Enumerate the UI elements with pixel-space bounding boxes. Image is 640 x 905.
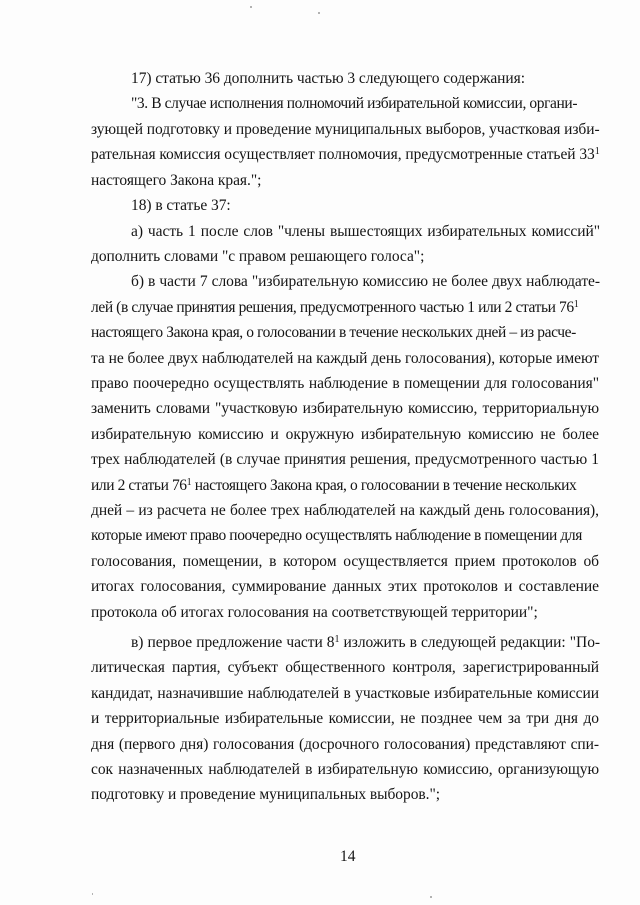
line-text: лей (в случае принятия решения, предусмотренного частью 1 или 2 статьи 76 [91, 299, 574, 316]
superscript: 1 [573, 299, 579, 310]
text-line [91, 604, 538, 622]
line-text: зующей подготовку и проведение муниципальных выборов, участковая изби- [91, 121, 600, 138]
text-line [91, 248, 424, 266]
line-text: сок назначенных наблюдателей в избирательную комиссию, организующую [91, 761, 599, 778]
text-line [91, 659, 599, 677]
text-line [91, 426, 599, 444]
text-line [91, 685, 599, 703]
text-line [91, 324, 576, 342]
text-line [91, 400, 599, 418]
line-text: дней – из расчета не более трех наблюдателей на каждый день голосования), [91, 502, 599, 519]
text-line [91, 121, 600, 139]
superscript: 1 [186, 477, 192, 488]
line-text: б) в части 7 слова "избирательную комиссию не более двух наблюдате- [131, 273, 600, 290]
text-line [91, 502, 599, 520]
line-text: 18) в статье 37: [131, 197, 231, 214]
line-text: 17) статью 36 дополнить частью 3 следующего содержания: [131, 70, 526, 87]
text-line [91, 786, 440, 804]
line-text: подготовку и проведение муниципальных выборов."; [91, 786, 441, 803]
line-text-continued: настоящего Закона края, о голосовании в течение нескольких [191, 477, 577, 494]
text-line [91, 172, 261, 190]
text-line [91, 553, 599, 571]
text-line [131, 70, 525, 88]
line-text: а) часть 1 после слов "члены вышестоящих избирательных комиссий" [131, 223, 600, 240]
text-line [91, 375, 599, 393]
line-text-continued: изложить в следующей редакции: "По- [339, 634, 601, 651]
text-line [91, 477, 576, 495]
text-line [91, 578, 599, 596]
line-text: и территориальные избирательные комиссии, не позднее чем за три дня до [91, 710, 599, 727]
line-text: заменить словами "участковую избирательную комиссию, территориальную [91, 400, 599, 417]
line-text: рательная комиссия осуществляет полномочия, предусмотренные статьей 33 [91, 146, 595, 163]
superscript: 1 [334, 634, 340, 645]
line-text: в) первое предложение части 8 [131, 634, 335, 651]
line-text: или 2 статьи 76 [91, 477, 187, 494]
text-line [131, 634, 600, 652]
scan-speck [92, 893, 93, 895]
line-text: та не более двух наблюдателей на каждый день голосования), которые имеют [91, 350, 599, 367]
text-line [91, 350, 599, 368]
line-text: протокола об итогах голосования на соответствующей территории"; [91, 604, 538, 621]
scan-speck [318, 12, 320, 14]
line-text: кандидат, назначившие наблюдателей в участковые избирательные комиссии [91, 685, 599, 702]
line-text: избирательную комиссию и окружную избирательную комиссию не более [91, 426, 599, 443]
line-text: дня (первого дня) голосования (досрочного голосования) представляют спи- [91, 736, 599, 753]
line-text: которые имеют право поочередно осуществлять наблюдение в помещении для [91, 527, 582, 544]
line-text: "3. В случае исполнения полномочий избирательной комиссии, органи- [131, 95, 578, 112]
line-text: настоящего Закона края, о голосовании в течение нескольких дней – из расче- [91, 324, 576, 341]
line-text: трех наблюдателей (в случае принятия решения, предусмотренного частью 1 [91, 451, 599, 468]
line-text: литическая партия, субъект общественного контроля, зарегистрированный [91, 659, 599, 676]
text-line [91, 527, 582, 545]
text-line [91, 299, 578, 317]
text-line [91, 451, 599, 469]
text-line [131, 197, 231, 215]
scan-speck [430, 896, 432, 898]
line-text: итогах голосования, суммирование данных этих протоколов и составление [91, 578, 599, 595]
text-line [91, 710, 599, 728]
line-text: голосования, помещении, в котором осуществляется прием протоколов об [91, 553, 599, 570]
text-line [131, 223, 600, 241]
scan-speck [250, 6, 252, 8]
text-line [91, 761, 599, 779]
text-line [131, 95, 577, 113]
line-text: дополнить словами "с правом решающего голоса"; [91, 248, 425, 265]
line-text: настоящего Закона края."; [91, 172, 262, 189]
text-line [91, 146, 600, 164]
line-text: право поочередно осуществлять наблюдение в помещении для голосования" [91, 375, 599, 392]
text-line [91, 736, 599, 754]
superscript: 1 [594, 146, 600, 157]
text-line [131, 273, 600, 291]
page-number: 14 [340, 848, 356, 865]
